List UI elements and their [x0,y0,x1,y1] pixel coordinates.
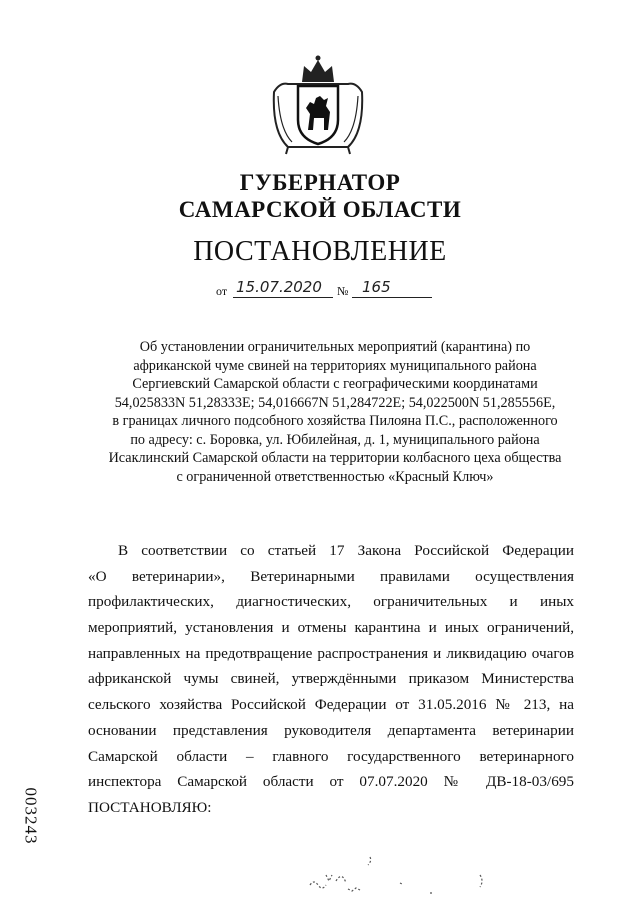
margin-stamp-number: 003243 [21,787,41,845]
subject-line: Об установлении ограничительных мероприятий (карантина) по [139,339,531,355]
date-underline [233,297,333,298]
document-type: ПОСТАНОВЛЕНИЕ [193,236,447,267]
body-line: мероприятий, установления и отмены карантина и иных ограничений, [88,619,574,637]
body-line: направленных на предотвращение распространения и ликвидацию очагов [88,644,574,662]
subject-line: по адресу: с. Боровка, ул. Юбилейная, д. 1, муниципального района [130,431,540,448]
subject-line: 54,025833N 51,28333E; 54,016667N 51,284722E; 54,022500N 51,285556E, [114,394,556,411]
body-line: «О ветеринарии», Ветеринарными правилами осуществления [88,567,574,585]
body-line: основании представления руководителя департамента ветеринарии [88,721,574,739]
body-line: В соответствии со статьей 17 Закона Российской Федерации [118,542,574,559]
document-body [88,538,574,821]
subject-line: с ограниченной ответственностью «Красный Ключ» [176,468,494,485]
number-underline [352,297,432,298]
body-line: профилактических, диагностических, ограничительных и иных [88,593,574,611]
body-line: сельского хозяйства Российской Федерации от 31.05.2016 № 213, на [88,696,574,714]
subject-line: в границах личного подсобного хозяйства Пилояна П.С., расположенного [112,413,558,429]
subject-line: Исаклинский Самарской области на территории колбасного цеха общества [108,450,562,466]
date-value: 15.07.2020 [236,278,322,296]
body-line: инспектора Самарской области от 07.07.2020 № ДВ-18-03/695 [88,773,574,791]
date-number-line [216,280,446,300]
document-subject [90,338,580,486]
body-line: Самарской области – главного государственного ветеринарного [88,747,574,765]
subject-line: Сергиевский Самарской области с географическими координатами [132,376,538,392]
authority-title-line1: ГУБЕРНАТОР [239,170,401,195]
subject-line: африканской чуме свиней на территориях муниципального района [133,357,537,374]
date-from-label: от [216,284,228,298]
number-value: 165 [362,278,391,296]
body-line: африканской чумы свиней, утверждёнными приказом Министерства [88,670,574,688]
ink-mark-icon [250,845,510,900]
body-line-decree: ПОСТАНОВЛЯЮ: [88,798,212,816]
authority-title-line2: САМАРСКОЙ ОБЛАСТИ [178,197,462,222]
number-label: № [337,284,349,298]
coat-of-arms-icon [268,52,368,157]
